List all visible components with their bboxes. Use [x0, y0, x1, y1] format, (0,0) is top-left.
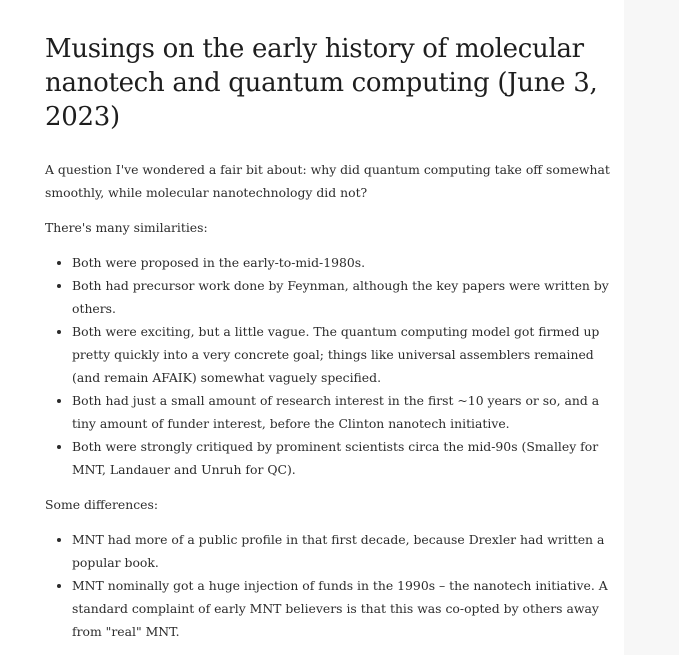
list-item: • Both were proposed in the early-to-mid-1980s. — [72, 251, 613, 274]
list-item: • Both were exciting, but a little vague. The quantum computing model got firmed up pretty quickly into a very concrete goal; things like universal assemblers remained (and remain AFAIK) somewhat vaguely specified. — [72, 320, 613, 389]
list-item: • Both were strongly critiqued by prominent scientists circa the mid-90s (Smalley for MNT, Landauer and Unruh for QC). — [72, 435, 613, 481]
intro-paragraph: A question I've wondered a fair bit about: why did quantum computing take off somewhat smoothly, while molecular nanotechnology did not? — [45, 162, 610, 200]
list-item: • Both had just a small amount of research interest in the first ~10 years or so, and a tiny amount of funder interest, before the Clinton nanotech initiative. — [72, 389, 613, 435]
list-item: • MNT nominally got a huge injection of funds in the 1990s – the nanotech initiative. A standard complaint of early MNT believers is that this was co-opted by others away from "real" MNT. — [72, 574, 613, 643]
article — [45, 32, 613, 655]
differences-heading: Some differences: — [45, 497, 159, 512]
similarities-heading: There's many similarities: — [45, 220, 208, 235]
post-title: Musings on the early history of molecular nanotech and quantum computing (June 3, 2023) — [45, 34, 598, 132]
similarities-list — [45, 251, 613, 481]
list-item: • Both had precursor work done by Feynman, although the key papers were written by others. — [72, 274, 613, 320]
list-item: • MNT had more of a public profile in that first decade, because Drexler had written a popular book. — [72, 528, 613, 574]
differences-list — [45, 528, 613, 643]
